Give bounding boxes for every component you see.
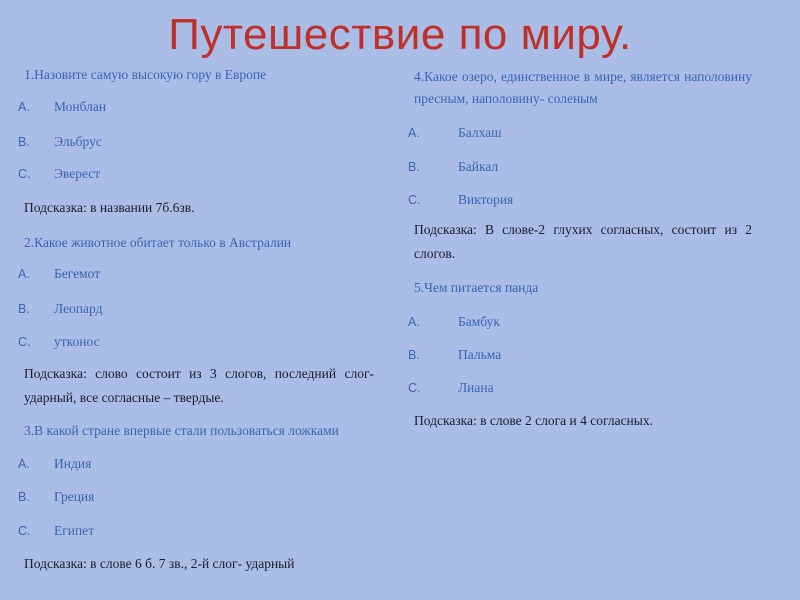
option-text: Эльбрус bbox=[54, 134, 102, 149]
option-letter: A. bbox=[18, 457, 30, 471]
question-2: 2.Какое животное обитает только в Австралии bbox=[24, 235, 292, 250]
page-title: Путешествие по миру. bbox=[168, 10, 632, 59]
question-4: 4.Какое озеро, единственное в мире, является наполовину пресным, наполовину- соленым bbox=[414, 69, 752, 106]
option-letter: A. bbox=[18, 267, 30, 281]
option-text: Виктория bbox=[458, 192, 514, 207]
option-letter: C. bbox=[18, 524, 31, 538]
option-letter: C. bbox=[18, 335, 31, 349]
option-letter: B. bbox=[18, 490, 30, 504]
option-text: Бамбук bbox=[458, 314, 500, 329]
option-letter: C. bbox=[408, 381, 421, 395]
option-text: Лиана bbox=[458, 380, 494, 395]
question-3-hint: Подсказка: в слове 6 б. 7 зв., 2-й слог- ударный bbox=[24, 556, 295, 571]
option-letter: C. bbox=[408, 193, 421, 207]
option-text: Пальма bbox=[458, 347, 502, 362]
option-letter: A. bbox=[408, 315, 420, 329]
option-text: Индия bbox=[54, 456, 92, 471]
option-text: утконос bbox=[54, 334, 100, 349]
option-text: Балхаш bbox=[458, 125, 502, 140]
option-text: Монблан bbox=[54, 99, 107, 114]
option-letter: B. bbox=[18, 135, 30, 149]
option-letter: A. bbox=[18, 100, 30, 114]
option-text: Леопард bbox=[54, 301, 103, 316]
option-text: Бегемот bbox=[54, 266, 101, 281]
question-5: 5.Чем питается панда bbox=[414, 280, 539, 295]
option-letter: B. bbox=[408, 348, 420, 362]
question-4-hint: Подсказка: В слове-2 глухих согласных, состоит из 2 слогов. bbox=[414, 222, 752, 261]
question-3: 3.В какой стране впервые стали пользоваться ложками bbox=[24, 423, 339, 438]
option-letter: C. bbox=[18, 167, 31, 181]
option-letter: B. bbox=[18, 302, 30, 316]
question-5-hint: Подсказка: в слове 2 слога и 4 согласных. bbox=[414, 413, 653, 428]
option-text: Греция bbox=[54, 489, 95, 504]
option-text: Байкал bbox=[458, 159, 499, 174]
option-text: Египет bbox=[54, 523, 95, 538]
option-letter: A. bbox=[408, 126, 420, 140]
option-text: Эверест bbox=[54, 166, 101, 181]
question-1: 1.Назовите самую высокую гору в Европе bbox=[24, 67, 267, 82]
option-letter: B. bbox=[408, 160, 420, 174]
question-1-hint: Подсказка: в названии 7б.6зв. bbox=[24, 200, 195, 215]
question-2-hint: Подсказка: слово состоит из 3 слогов, последний слог- ударный, все согласные – твердые. bbox=[24, 366, 374, 405]
